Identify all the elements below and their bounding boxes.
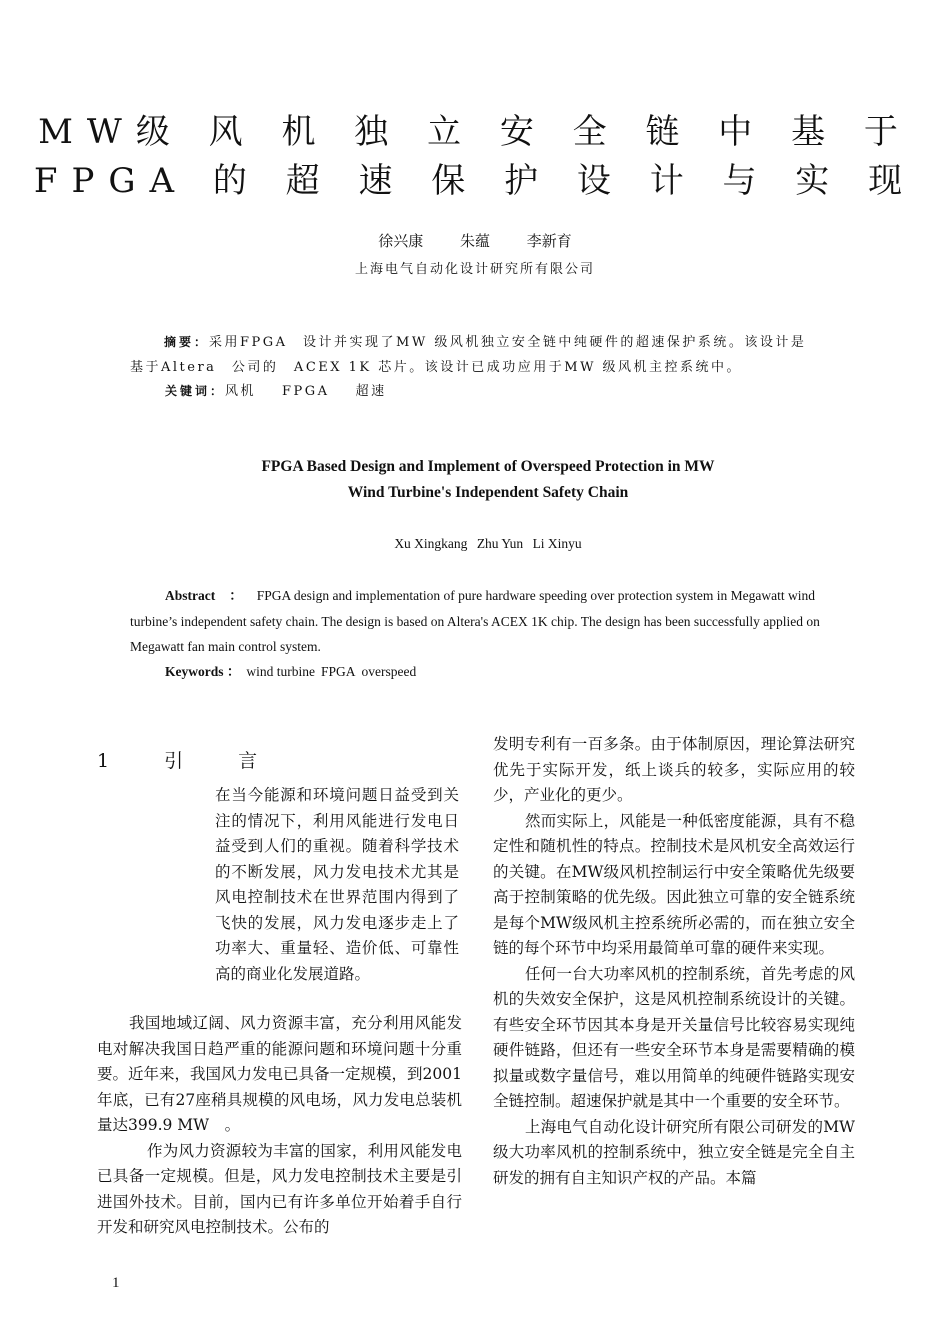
paragraph: 任何一台大功率风机的控制系统，首先考虑的风机的失效安全保护，这是风机控制系统设计的关键。有些安全环节因其本身是开关量信号比较容易实现纯硬件链路，但还有一些安全环节本身是需要精确的模拟量或数字量信号，难以用简单的纯硬件链路实现安全链控制。超速保护就是其中一个重要的安全环节。	[493, 964, 855, 1110]
chinese-abstract	[130, 330, 820, 380]
english-author-list	[0, 536, 950, 552]
keyword: wind turbine	[246, 664, 315, 679]
chinese-abstract-label: 摘要：	[164, 335, 210, 349]
keyword: FPGA	[282, 384, 330, 399]
affiliation: 上海电气自动化设计研究所有限公司	[354, 262, 595, 277]
chinese-abstract-text: 采用FPGA 设计并实现了MW 级风机独立安全链中纯硬件的超速保护系统。该设计是基于Altera 公司的 ACEX 1K 芯片。该设计已成功应用于MW 级风机主控系统中。	[130, 335, 807, 375]
english-abstract-colon: ：	[229, 588, 243, 603]
paper-title-line-1: MW级 风 机 独 立 安 全 链 中 基 于	[38, 112, 912, 152]
section-heading: 1 引 言	[97, 750, 276, 772]
paragraph: 然而实际上，风能是一种低密度能源，具有不稳定性和随机性的特点。控制技术是风机安全高效运行的关键。在MW级风机控制运行中安全策略优先级要高于控制策略的优先级。因此独立可靠的安全链系统是每个MW级风机主控系统所必需的，而在独立安全链的每个环节中均采用最简单可靠的硬件来实现。	[493, 811, 855, 957]
english-author-name: Li Xinyu	[532, 536, 582, 551]
keyword: FPGA	[321, 664, 356, 679]
chinese-keywords-label: 关键词：	[165, 384, 226, 398]
page-number: 1	[112, 1275, 120, 1291]
left-column	[97, 1011, 462, 1241]
english-author-name: Xu Xingkang	[394, 536, 468, 551]
author-name: 徐兴康	[378, 232, 424, 250]
paper-title-line-2: FPGA 的 超 速 保 护 设 计 与 实 现	[33, 161, 917, 201]
author-list	[0, 230, 950, 251]
paragraph: 发明专利有一百多条。由于体制原因，理论算法研究优先于实际开发，纸上谈兵的较多，实际应用的较少，产业化的更少。	[493, 735, 855, 804]
keyword: overspeed	[361, 664, 417, 679]
paragraph: 在当今能源和环境问题日益受到关注的情况下，利用风能进行发电日益受到人们的重视。随着科学技术的不断发展，风力发电技术尤其是风电控制技术在世界范围内得到了飞快的发展，风力发电逐步走上了功率大、重量轻、造价低、可靠性高的商业化发展道路。	[215, 786, 459, 983]
english-abstract-text: FPGA design and implementation of pure hardware speeding over protection system in Megawatt wind turbine’s independent safety chain. The design is based on Altera's ACEX 1K chip. The design has been successfully applied on Megawatt fan main control system.	[130, 588, 820, 654]
english-keywords-colon: ：	[226, 664, 241, 679]
chinese-keywords	[165, 380, 413, 399]
english-keywords	[165, 660, 422, 680]
paragraph: 我国地域辽阔、风力资源丰富，充分利用风能发电对解决我国日趋严重的能源问题和环境问题十分重要。近年来，我国风力发电已具备一定规模，到2001年底，已有27座稍具规模的风电场，风力发电总装机量达399.9 MW 。	[97, 1014, 462, 1134]
english-title-line-1: FPGA Based Design and Implement of Overspeed Protection in MW	[261, 458, 715, 475]
paragraph: 作为风力资源较为丰富的国家，利用风能发电已具备一定规模。但是，风力发电控制技术主要是引进国外技术。目前，国内已有许多单位开始着手自行开发和研究风电控制技术。公布的	[97, 1141, 462, 1236]
author-name: 朱蕴	[459, 232, 490, 250]
english-abstract-label: Abstract	[165, 588, 216, 603]
english-title-line-2: Wind Turbine's Independent Safety Chain	[347, 484, 629, 501]
english-abstract	[130, 583, 830, 660]
english-keywords-label: Keywords	[165, 664, 224, 679]
intro-narrow-paragraph	[215, 783, 459, 987]
paragraph: 上海电气自动化设计研究所有限公司研发的MW级大功率风机的控制系统中，独立安全链是完全自主研发的拥有自主知识产权的产品。本篇	[493, 1117, 855, 1187]
keyword: 超速	[355, 384, 387, 399]
keyword: 风机	[225, 384, 257, 399]
author-name: 李新育	[526, 232, 572, 250]
right-column	[493, 732, 855, 1191]
english-author-name: Zhu Yun	[476, 536, 524, 551]
